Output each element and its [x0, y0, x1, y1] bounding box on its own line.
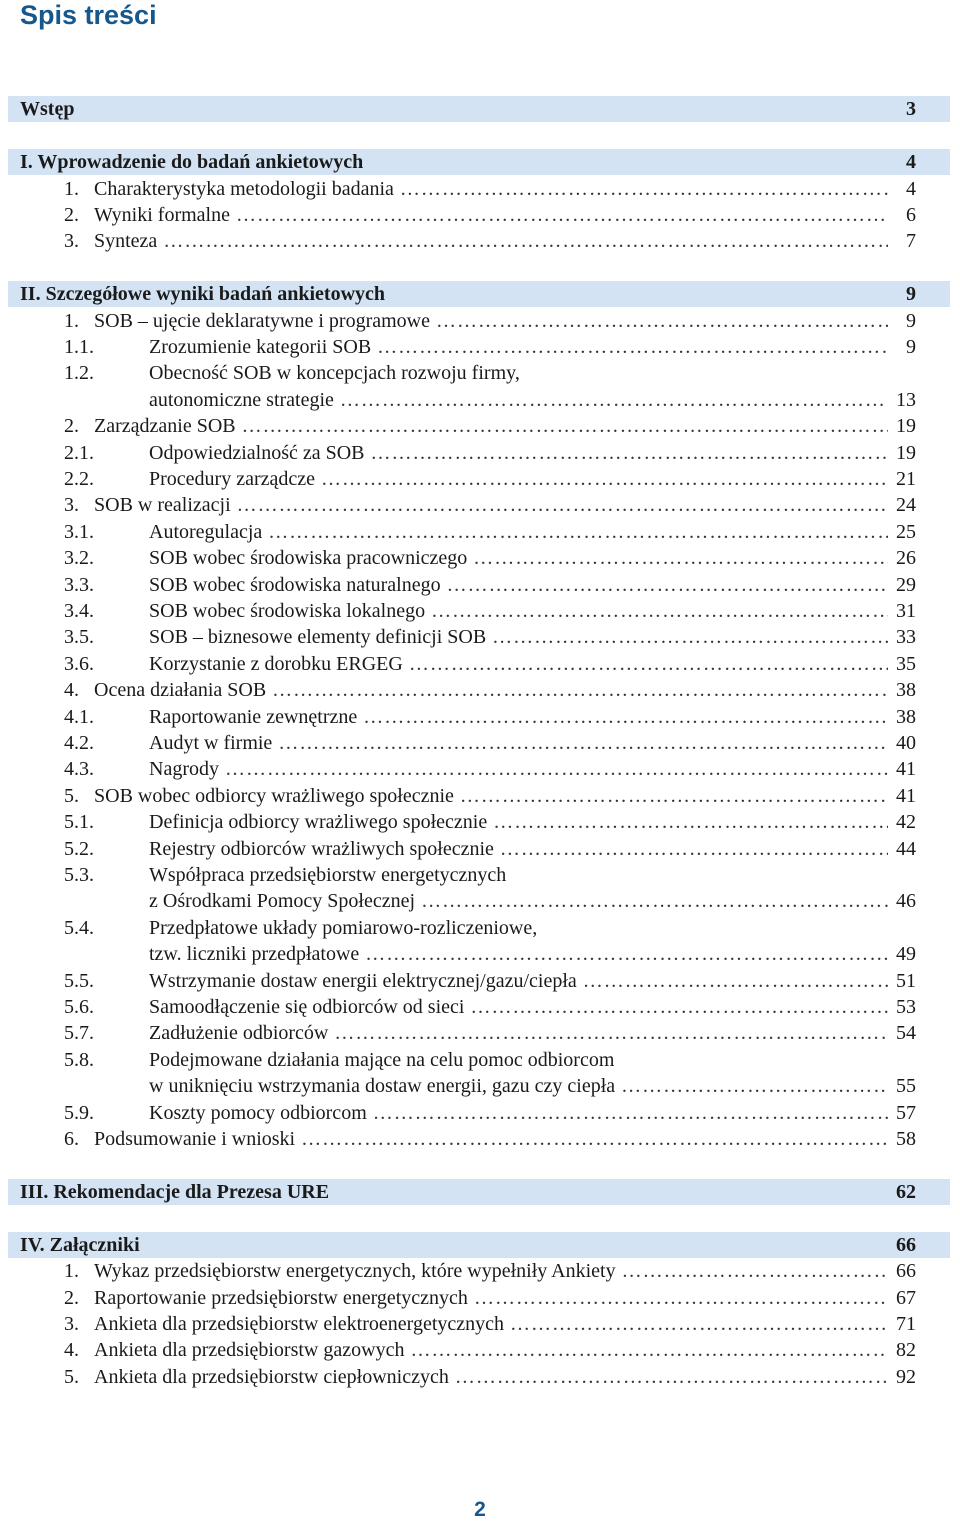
toc-entry-number: 4.2.	[64, 732, 94, 754]
toc-entry-label: SOB wobec środowiska lokalnego	[149, 600, 426, 622]
toc-entry-label: Wstęp	[20, 98, 75, 120]
toc-entry-number: 1.	[64, 310, 79, 332]
dot-leader	[436, 308, 888, 334]
toc-entry-page: 35	[896, 653, 916, 675]
dot-leader	[363, 704, 888, 730]
toc-entry-number: 5.3.	[64, 864, 94, 886]
toc-entry[interactable]	[8, 651, 950, 677]
toc-entry-number: 5.9.	[64, 1102, 94, 1124]
dot-leader	[460, 783, 888, 809]
dot-leader	[622, 1258, 888, 1284]
toc-entry[interactable]	[8, 466, 950, 492]
toc-entry[interactable]	[8, 915, 950, 941]
dot-leader	[493, 809, 888, 835]
toc-entry-page: 41	[896, 758, 916, 780]
toc-entry-label: Podsumowanie i wnioski	[94, 1128, 296, 1150]
dot-leader	[237, 492, 888, 518]
toc-entry-number: 4.	[64, 1339, 79, 1361]
toc-entry-label: I. Wprowadzenie do badań ankietowych	[20, 151, 364, 173]
dot-leader	[510, 1311, 888, 1337]
toc-entry-page: 62	[896, 1181, 916, 1203]
dot-leader	[455, 1364, 888, 1390]
toc-entry-label: Podejmowane działania mające na celu pomoc odbiorcom	[149, 1049, 615, 1071]
toc-section-header[interactable]	[8, 149, 950, 175]
toc-entry-page: 54	[896, 1022, 916, 1044]
toc-entry-number: 3.1.	[64, 521, 94, 543]
dot-leader	[321, 466, 888, 492]
toc-entry[interactable]	[8, 1258, 950, 1284]
toc-entry-label: SOB wobec środowiska naturalnego	[149, 574, 441, 596]
toc-entry-label: Procedury zarządcze	[149, 468, 315, 490]
toc-entry[interactable]	[8, 228, 950, 254]
dot-leader	[410, 1337, 888, 1363]
toc-entry-page: 71	[896, 1313, 916, 1335]
toc-entry[interactable]	[8, 1337, 950, 1363]
toc-entry[interactable]	[8, 968, 950, 994]
toc-entry-page: 49	[896, 943, 916, 965]
toc-entry[interactable]	[8, 624, 950, 650]
toc-entry[interactable]	[8, 360, 950, 386]
toc-entry[interactable]	[8, 783, 950, 809]
toc-entry-number: 3.5.	[64, 626, 94, 648]
dot-leader	[421, 888, 888, 914]
toc-entry-number: 1.	[64, 1260, 79, 1282]
toc-entry-number: 1.	[64, 178, 79, 200]
toc-entry[interactable]	[8, 519, 950, 545]
toc-entry[interactable]	[8, 677, 950, 703]
toc-entry-number: 2.	[64, 1287, 79, 1309]
toc-entry-label: Definicja odbiorcy wrażliwego społecznie	[149, 811, 488, 833]
toc-entry-number: 5.6.	[64, 996, 94, 1018]
toc-section-header[interactable]	[8, 1179, 950, 1205]
toc-entry-page: 38	[896, 679, 916, 701]
toc-entry-label: Zrozumienie kategorii SOB	[149, 336, 372, 358]
toc-entry-label: Wyniki formalne	[94, 204, 230, 226]
toc-entry[interactable]	[8, 888, 950, 914]
toc-entry[interactable]	[8, 1285, 950, 1311]
toc-entry-label: Rejestry odbiorców wrażliwych społecznie	[149, 838, 494, 860]
toc-entry-number: 2.1.	[64, 442, 94, 464]
toc-entry-number: 1.2.	[64, 362, 94, 384]
toc-entry[interactable]	[8, 334, 950, 360]
toc-entry-page: 4	[906, 151, 916, 173]
toc-entry-label: SOB w realizacji	[94, 494, 231, 516]
toc-entry-page: 57	[896, 1102, 916, 1124]
toc-entry[interactable]	[8, 730, 950, 756]
toc-entry-page: 66	[896, 1234, 916, 1256]
dot-leader	[500, 836, 888, 862]
toc-entry-page: 38	[896, 706, 916, 728]
toc-entry-label: Ankieta dla przedsiębiorstw elektroenergetycznych	[94, 1313, 505, 1335]
toc-entry-page: 19	[896, 442, 916, 464]
toc-entry[interactable]	[8, 1100, 950, 1126]
toc-entry-number: 5.1.	[64, 811, 94, 833]
toc-entry-number: 3.6.	[64, 653, 94, 675]
toc-entry-label: Odpowiedzialność za SOB	[149, 442, 365, 464]
dot-leader	[340, 387, 888, 413]
toc-entry[interactable]	[8, 836, 950, 862]
toc-entry-number: 2.2.	[64, 468, 94, 490]
toc-entry-page: 44	[896, 838, 916, 860]
page-number: 2	[474, 1498, 486, 1521]
toc-entry[interactable]	[8, 809, 950, 835]
toc-entry[interactable]	[8, 492, 950, 518]
dot-leader	[431, 598, 888, 624]
toc-entry-page: 29	[896, 574, 916, 596]
toc-entry-number: 5.	[64, 785, 79, 807]
toc-entry-number: 3.3.	[64, 574, 94, 596]
toc-entry[interactable]	[8, 413, 950, 439]
toc-entry-label: II. Szczegółowe wyniki badań ankietowych	[20, 283, 386, 305]
toc-entry-page: 33	[896, 626, 916, 648]
toc-entry-label: Zadłużenie odbiorców	[149, 1022, 329, 1044]
dot-leader	[473, 545, 888, 571]
toc-entry-page: 92	[896, 1366, 916, 1388]
toc-entry-page: 53	[896, 996, 916, 1018]
toc-entry-page: 25	[896, 521, 916, 543]
toc-entry-number: 3.	[64, 1313, 79, 1335]
toc-entry-label: Korzystanie z dorobku ERGEG	[149, 653, 403, 675]
toc-entry-page: 31	[896, 600, 916, 622]
dot-leader	[242, 413, 888, 439]
toc-entry-page: 24	[896, 494, 916, 516]
toc-entry-label: III. Rekomendacje dla Prezesa URE	[20, 1181, 330, 1203]
dot-leader	[409, 651, 888, 677]
toc-entry-page: 82	[896, 1339, 916, 1361]
toc-entry[interactable]	[8, 1126, 950, 1152]
toc-entry-page: 3	[906, 98, 916, 120]
toc-entry[interactable]	[8, 1073, 950, 1099]
toc-entry-label: Obecność SOB w koncepcjach rozwoju firmy,	[149, 362, 520, 384]
toc-entry-label: Ocena działania SOB	[94, 679, 267, 701]
toc-entry-label: SOB wobec odbiorcy wrażliwego społecznie	[94, 785, 454, 807]
dot-leader	[163, 228, 888, 254]
toc-entry[interactable]	[8, 1311, 950, 1337]
toc-section-header[interactable]	[8, 1232, 950, 1258]
toc-entry-page: 4	[906, 178, 916, 200]
toc-entry[interactable]	[8, 941, 950, 967]
dot-leader	[225, 756, 888, 782]
toc-entry-page: 19	[896, 415, 916, 437]
toc-entry-label: Wykaz przedsiębiorstw energetycznych, które wypełniły Ankiety	[94, 1260, 616, 1282]
toc-entry-label: z Ośrodkami Pomocy Społecznej	[149, 890, 416, 912]
toc-entry[interactable]	[8, 387, 950, 413]
toc-entry-number: 2.	[64, 415, 79, 437]
toc-entry-number: 5.7.	[64, 1022, 94, 1044]
toc-entry-number: 3.4.	[64, 600, 94, 622]
toc-entry-page: 46	[896, 890, 916, 912]
toc-entry-page: 13	[896, 389, 916, 411]
toc-entry[interactable]	[8, 176, 950, 202]
dot-leader	[272, 677, 888, 703]
dot-leader	[621, 1073, 888, 1099]
dot-leader	[365, 941, 888, 967]
toc-entry-page: 40	[896, 732, 916, 754]
toc-entry-number: 5.2.	[64, 838, 94, 860]
toc-entry[interactable]	[8, 862, 950, 888]
toc-entry-page: 21	[896, 468, 916, 490]
toc-entry-number: 3.2.	[64, 547, 94, 569]
dot-leader	[400, 176, 888, 202]
dot-leader	[334, 1020, 888, 1046]
toc-entry[interactable]	[8, 598, 950, 624]
toc-entry[interactable]	[8, 572, 950, 598]
toc-entry-page: 6	[906, 204, 916, 226]
toc-entry-number: 5.5.	[64, 970, 94, 992]
dot-leader	[268, 519, 888, 545]
dot-leader	[371, 440, 888, 466]
dot-leader	[377, 334, 888, 360]
toc-entry-label: Charakterystyka metodologii badania	[94, 178, 394, 200]
toc-entry-label: Synteza	[94, 230, 158, 252]
toc-entry-number: 6.	[64, 1128, 79, 1150]
toc-entry[interactable]	[8, 545, 950, 571]
toc-entry-label: Samoodłączenie się odbiorców od sieci	[149, 996, 465, 1018]
toc-entry-page: 41	[896, 785, 916, 807]
toc-entry[interactable]	[8, 440, 950, 466]
toc-entry-label: Przedpłatowe układy pomiarowo-rozliczeniowe,	[149, 917, 538, 939]
toc-entry-page: 7	[906, 230, 916, 252]
toc-entry-page: 42	[896, 811, 916, 833]
dot-leader	[373, 1100, 888, 1126]
toc-entry-number: 4.	[64, 679, 79, 701]
toc-entry[interactable]	[8, 704, 950, 730]
toc-entry-number: 4.1.	[64, 706, 94, 728]
toc-entry-label: Ankieta dla przedsiębiorstw ciepłowniczych	[94, 1366, 449, 1388]
toc-entry-number: 5.	[64, 1366, 79, 1388]
toc-entry-label: w uniknięciu wstrzymania dostaw energii, gazu czy ciepła	[149, 1075, 616, 1097]
toc-entry-label: SOB wobec środowiska pracowniczego	[149, 547, 468, 569]
toc-entry-page: 67	[896, 1287, 916, 1309]
toc-entry[interactable]	[8, 1364, 950, 1390]
toc-entry-page: 9	[906, 283, 916, 305]
toc-entry-page: 66	[896, 1260, 916, 1282]
toc-entry-number: 5.8.	[64, 1049, 94, 1071]
toc-entry-number: 5.4.	[64, 917, 94, 939]
toc-entry[interactable]	[8, 994, 950, 1020]
toc-section-header[interactable]	[8, 96, 950, 122]
toc-section-header[interactable]	[8, 281, 950, 307]
toc-entry[interactable]	[8, 308, 950, 334]
dot-leader	[492, 624, 888, 650]
toc-entry-number: 1.1.	[64, 336, 94, 358]
toc-entry-label: Raportowanie przedsiębiorstw energetycznych	[94, 1287, 468, 1309]
toc-entry-label: SOB – ujęcie deklaratywne i programowe	[94, 310, 431, 332]
toc-entry-label: Nagrody	[149, 758, 219, 780]
toc-entry-label: Ankieta dla przedsiębiorstw gazowych	[94, 1339, 405, 1361]
toc-entry-page: 58	[896, 1128, 916, 1150]
toc-entry-label: Zarządzanie SOB	[94, 415, 236, 437]
toc-entry[interactable]	[8, 1020, 950, 1046]
toc-entry-label: IV. Załączniki	[20, 1234, 140, 1256]
dot-leader	[301, 1126, 888, 1152]
toc-entry-number: 3.	[64, 494, 79, 516]
toc-entry-label: tzw. liczniki przedpłatowe	[149, 943, 360, 965]
dot-leader	[278, 730, 888, 756]
dot-leader	[236, 202, 888, 228]
toc-entry[interactable]	[8, 1047, 950, 1073]
toc-entry-label: Audyt w firmie	[149, 732, 273, 754]
toc-entry-label: Koszty pomocy odbiorcom	[149, 1102, 367, 1124]
toc-entry-label: autonomiczne strategie	[149, 389, 334, 411]
toc-entry-page: 51	[896, 970, 916, 992]
toc-entry-page: 26	[896, 547, 916, 569]
toc-entry-number: 4.3.	[64, 758, 94, 780]
dot-leader	[583, 968, 888, 994]
toc-entry-number: 3.	[64, 230, 79, 252]
toc-entry-label: SOB – biznesowe elementy definicji SOB	[149, 626, 487, 648]
dot-leader	[470, 994, 888, 1020]
toc-entry[interactable]	[8, 756, 950, 782]
toc-entry-page: 9	[906, 310, 916, 332]
toc-entry-label: Raportowanie zewnętrzne	[149, 706, 358, 728]
dot-leader	[474, 1285, 888, 1311]
toc-entry-label: Współpraca przedsiębiorstw energetycznych	[149, 864, 507, 886]
toc-entry-page: 55	[896, 1075, 916, 1097]
toc-entry[interactable]	[8, 202, 950, 228]
toc-entry-page: 9	[906, 336, 916, 358]
toc-entry-number: 2.	[64, 204, 79, 226]
page-title: Spis treści	[20, 0, 157, 30]
toc-entry-label: Autoregulacja	[149, 521, 263, 543]
dot-leader	[447, 572, 888, 598]
toc-entry-label: Wstrzymanie dostaw energii elektrycznej/gazu/ciepła	[149, 970, 577, 992]
